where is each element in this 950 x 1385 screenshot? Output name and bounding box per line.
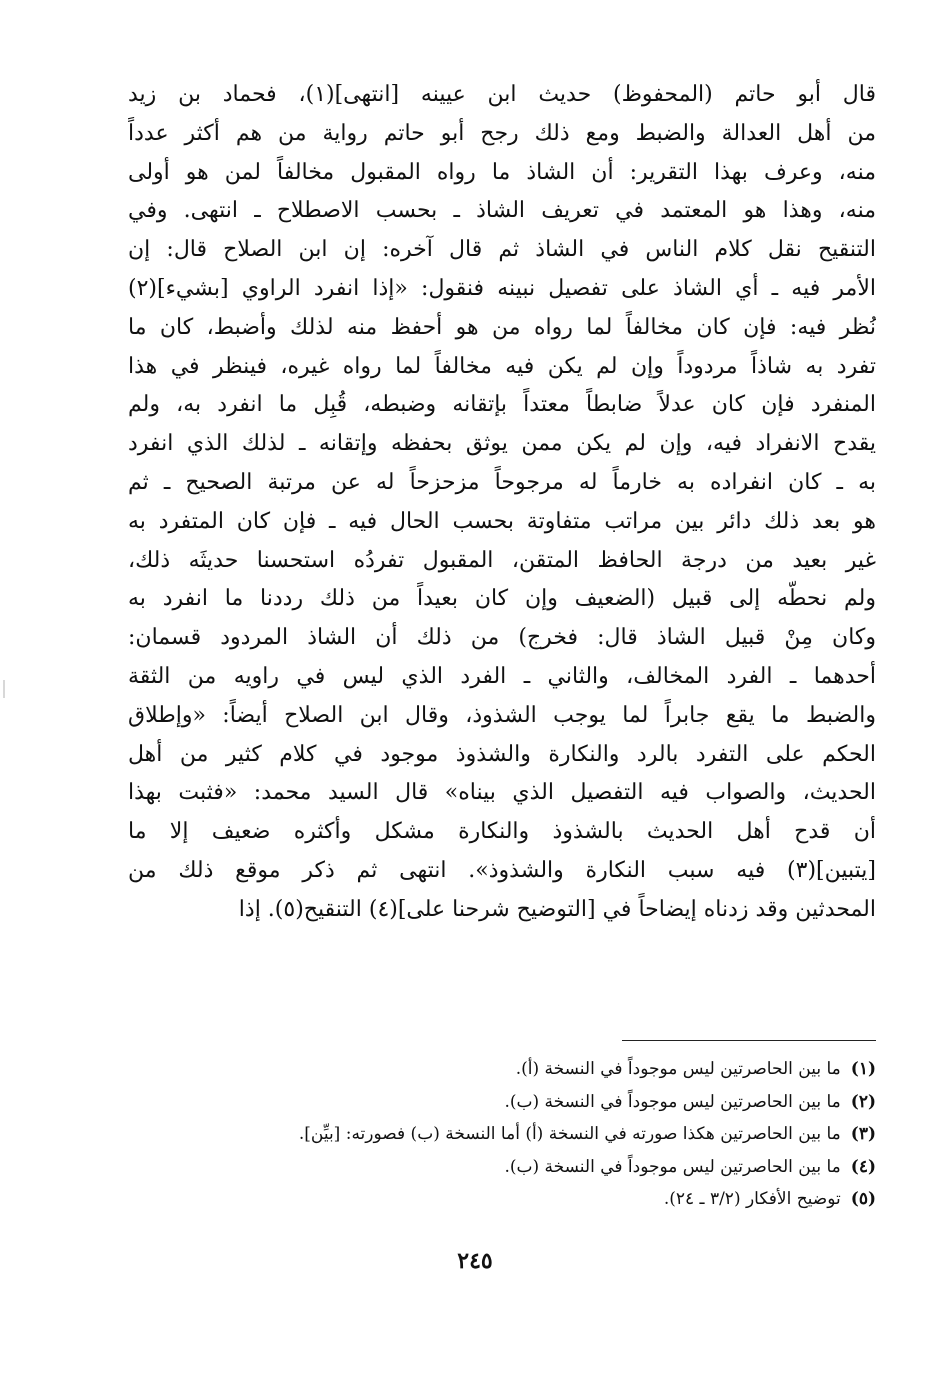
text-line: الحديث، والصواب فيه التفصيل الذي بيناه» قال السيد محمد: «فثبت بهذا	[128, 780, 876, 806]
footnote-text: ما بين الحاصرتين ليس موجوداً في النسخة (أ).	[515, 1059, 841, 1079]
text-line: المحدثين وقد زدناه إيضاحاً في [التوضيح شرحنا على](٤) التنقيح(٥). إذا	[238, 896, 876, 922]
text-line: هو بعد ذلك دائر بين مراتب متفاوتة بحسب الحال فيه ـ فإن كان المتفرد به	[128, 508, 876, 534]
footnote-item	[116, 1151, 876, 1184]
main-text	[128, 76, 876, 930]
text-line: منه، وعرف بهذا التقرير: أن الشاذ ما رواه المقبول مخالفاً لمن هو أولى	[128, 159, 876, 185]
text-line: [يتبين](٣) فيه سبب النكارة والشذوذ». انتهى ثم ذكر موقع ذلك من	[128, 857, 876, 883]
footnote-text: ما بين الحاصرتين ليس موجوداً في النسخة (ب).	[504, 1091, 841, 1112]
footnote-number: (٢)	[850, 1091, 876, 1112]
text-line: والضبط ما يقع جابراً لما يوجب الشذوذ، وقال ابن الصلاح أيضاً: «وإطلاق	[128, 702, 876, 728]
footnote-text: توضيح الأفكار (٣/٢ ـ ٢٤).	[663, 1189, 841, 1209]
text-line: الحكم على التفرد بالرد والنكارة والشذوذ موجود في كلام كثير من أهل	[128, 741, 876, 767]
text-line: به ـ كان انفراده به خارماً له مرجوحاً مزحزحاً له عن مرتبة الصحيح ـ ثم	[128, 469, 876, 495]
footnote-text: ما بين الحاصرتين هكذا صورته في النسخة (أ) أما النسخة (ب) فصورته: [بيِّن].	[298, 1124, 841, 1144]
footnote-number: (٤)	[850, 1156, 876, 1177]
text-line: نُظر فيه: فإن كان مخالفاً لما رواه من هو أحفظ منه لذلك وأضبط، كان ما	[128, 314, 876, 340]
text-line: تفرد به شاذاً مردوداً وإن لم يكن فيه مخالفاً لما رواه غيره، فينظر في هذا	[128, 353, 876, 379]
text-line: المنفرد فإن كان عدلاً ضابطاً معتداً بإتقانه وضبطه، قُبِل ما انفرد به، ولم	[128, 392, 876, 418]
text-line: قال أبو حاتم (المحفوظ) حديث ابن عيينه [انتهى](١)، فحماد بن زيد	[128, 82, 876, 107]
footnote-number: (٥)	[850, 1189, 876, 1209]
text-line: غير بعيد من درجة الحافظ المتقن، المقبول تفردُه استحسنا حديثَه ذلك،	[128, 547, 876, 573]
text-line: أن قدح أهل الحديث بالشذوذ والنكارة مشكل وأكثره ضعيف إلا ما	[128, 819, 876, 845]
footnote-item	[116, 1053, 876, 1086]
text-line: أحدهما ـ الفرد المخالف، والثاني ـ الفرد الذي ليس في راويه من الثقة	[128, 663, 876, 689]
scan-margin-mark	[3, 680, 5, 698]
footnote-text: ما بين الحاصرتين ليس موجوداً في النسخة (ب).	[504, 1156, 841, 1177]
text-line: منه، وهذا هو المعتمد في تعريف الشاذ ـ بحسب الاصطلاح ـ انتهى. وفي	[128, 198, 876, 224]
footnote-number: (٣)	[850, 1124, 876, 1144]
page-number: ٢٤٥	[457, 1248, 493, 1274]
footnote-number: (١)	[850, 1059, 876, 1079]
footnote-item	[116, 1183, 876, 1216]
text-line: وكان مِنْ قبيل الشاذ قال: فخرج) من ذلك أن الشاذ المردود قسمان:	[128, 625, 876, 651]
footnotes	[116, 1053, 876, 1216]
footnote-item	[116, 1118, 876, 1151]
text-line: ولم نحطّه إلى قبيل (الضعيف وإن كان بعيداً من ذلك رددنا ما انفرد به	[128, 586, 876, 612]
footnote-item	[116, 1086, 876, 1119]
text-line: يقدح الانفراد فيه، وإن لم يكن ممن يوثق بحفظه وإتقانه ـ لذلك الذي انفرد	[128, 431, 876, 457]
text-line: من أهل العدالة والضبط ومع ذلك رجح أبو حاتم رواية من هم أكثر عدداً	[128, 120, 876, 146]
text-line: التنقيح نقل كلام الناس في الشاذ ثم قال آخره: إن ابن الصلاح قال: إن	[128, 237, 876, 263]
text-line: الأمر فيه ـ أي الشاذ على تفصيل نبينه فنقول: «إذا انفرد الراوي [بشيء](٢)	[128, 275, 876, 301]
footnote-separator	[622, 1040, 876, 1041]
